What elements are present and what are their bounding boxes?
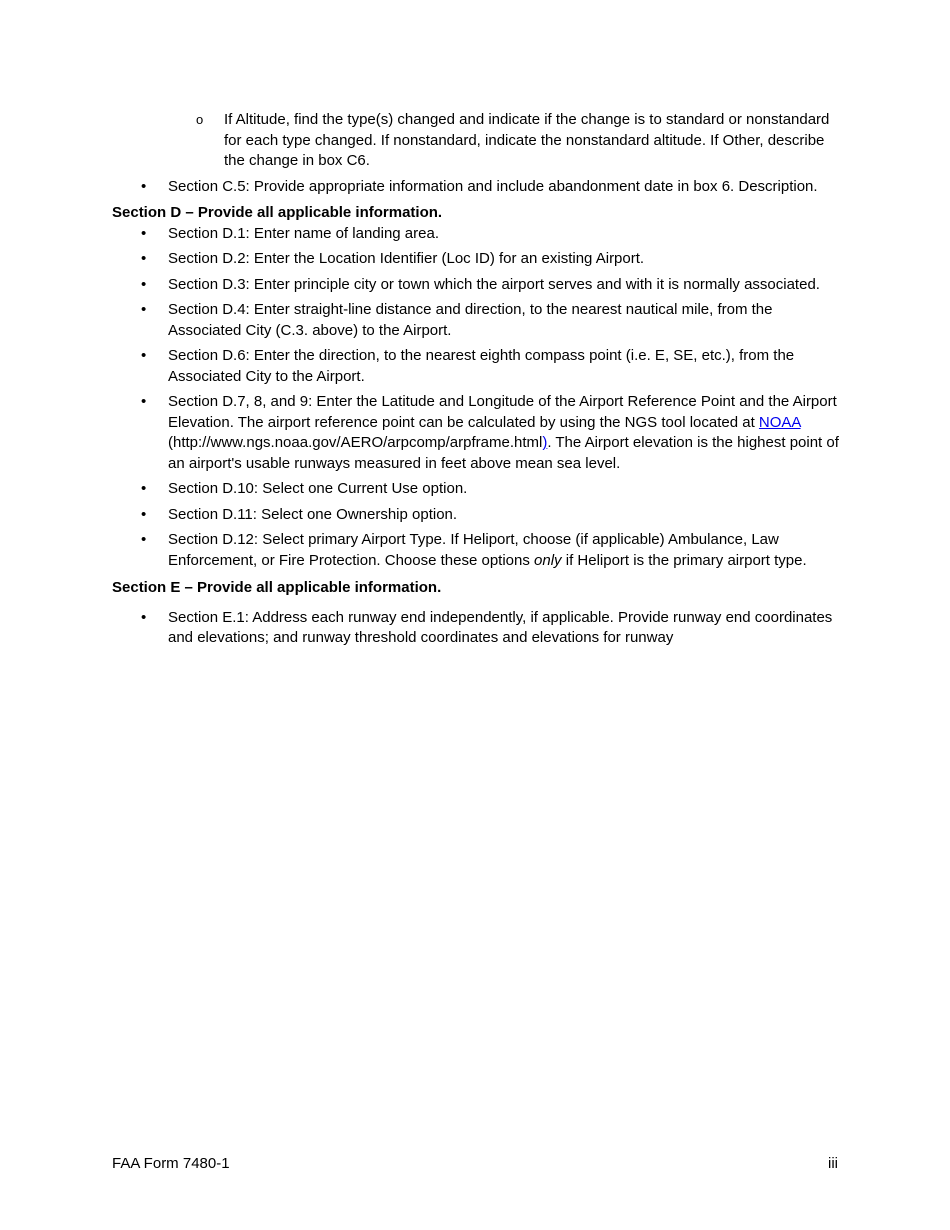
section-d-heading: Section D – Provide all applicable information. <box>112 204 443 221</box>
list-item-text-part: Section D.12: Select primary Airport Type. If Heliport, choose (if applicable) Ambulance, Law Enforcement, or Fire Protection. Choose these options <box>168 531 779 569</box>
list-item-text: Section C.5: Provide appropriate information and include abandonment date in box 6. Description. <box>168 177 818 195</box>
section-e-heading: Section E – Provide all applicable information. <box>112 579 442 596</box>
list-item <box>112 530 840 571</box>
list-item-text: Section D.2: Enter the Location Identifier (Loc ID) for an existing Airport. <box>168 250 645 267</box>
emphasis-text: only <box>534 551 562 569</box>
footer-form-name: FAA Form 7480-1 <box>112 1155 230 1172</box>
circle-bullet-icon: o <box>196 112 204 127</box>
list-item-text: Section D.11: Select one Ownership option. <box>168 505 458 523</box>
list-item <box>112 392 840 474</box>
list-item-text: Section E.1: Address each runway end independently, if applicable. Provide runway end coordinates and elevations; and runway threshold coordinates and elevations for runway <box>168 608 833 646</box>
bullet-icon: • <box>141 480 147 497</box>
list-item-text: Section D.1: Enter name of landing area. <box>168 224 439 242</box>
bullet-icon: • <box>141 393 147 410</box>
bullet-icon: • <box>141 275 147 293</box>
list-item-text-part: (http://www.ngs.noaa.gov/AERO/arpcomp/arpframe.html <box>168 434 543 451</box>
list-item <box>112 249 840 270</box>
list-item <box>112 275 840 296</box>
list-item <box>112 479 840 500</box>
list-item-text-part: . The Airport elevation is the highest point of an airport's usable runways measured in feet above mean sea level. <box>168 434 839 472</box>
list-item <box>112 177 840 198</box>
bullet-icon: • <box>141 347 147 364</box>
bullet-icon: • <box>141 250 147 267</box>
footer-page-number: iii <box>828 1155 838 1172</box>
bullet-icon: • <box>141 177 147 195</box>
list-item <box>112 346 840 387</box>
noaa-link[interactable]: NOAA <box>758 413 801 431</box>
list-item <box>112 505 840 526</box>
list-item-text: Section D.4: Enter straight-line distance and direction, to the nearest nautical mile, from the Associated City (C.3. above) to the Airport. <box>168 301 773 339</box>
list-item-text: Section D.10: Select one Current Use option. <box>168 480 468 497</box>
sub-list-item <box>112 110 840 172</box>
bullet-icon: • <box>141 505 147 523</box>
instructions-body <box>112 110 840 654</box>
bullet-icon: • <box>141 608 147 626</box>
list-item-text: Section D.6: Enter the direction, to the nearest eighth compass point (i.e. E, SE, etc.), from the Associated City to the Airport. <box>168 347 795 385</box>
list-item <box>112 224 840 245</box>
bullet-icon: • <box>141 301 147 318</box>
sub-item-text: If Altitude, find the type(s) changed and indicate if the change is to standard or nonstandard for each type changed. If nonstandard, indicate the nonstandard altitude. If Other, describe the change in box C6. <box>224 111 830 169</box>
list-item-text-part: if Heliport is the primary airport type. <box>561 551 807 569</box>
list-item-text-part: Section D.7, 8, and 9: Enter the Latitude and Longitude of the Airport Reference Point and the Airport Elevation. The airport reference point can be calculated by using the NGS tool located at <box>168 393 837 431</box>
list-item-text: Section D.3: Enter principle city or town which the airport serves and with it is normally associated. <box>168 275 820 293</box>
arpframe-link[interactable]: ) <box>542 434 548 451</box>
list-item <box>112 608 840 649</box>
bullet-icon: • <box>141 224 147 242</box>
list-item <box>112 300 840 341</box>
bullet-icon: • <box>141 531 147 548</box>
